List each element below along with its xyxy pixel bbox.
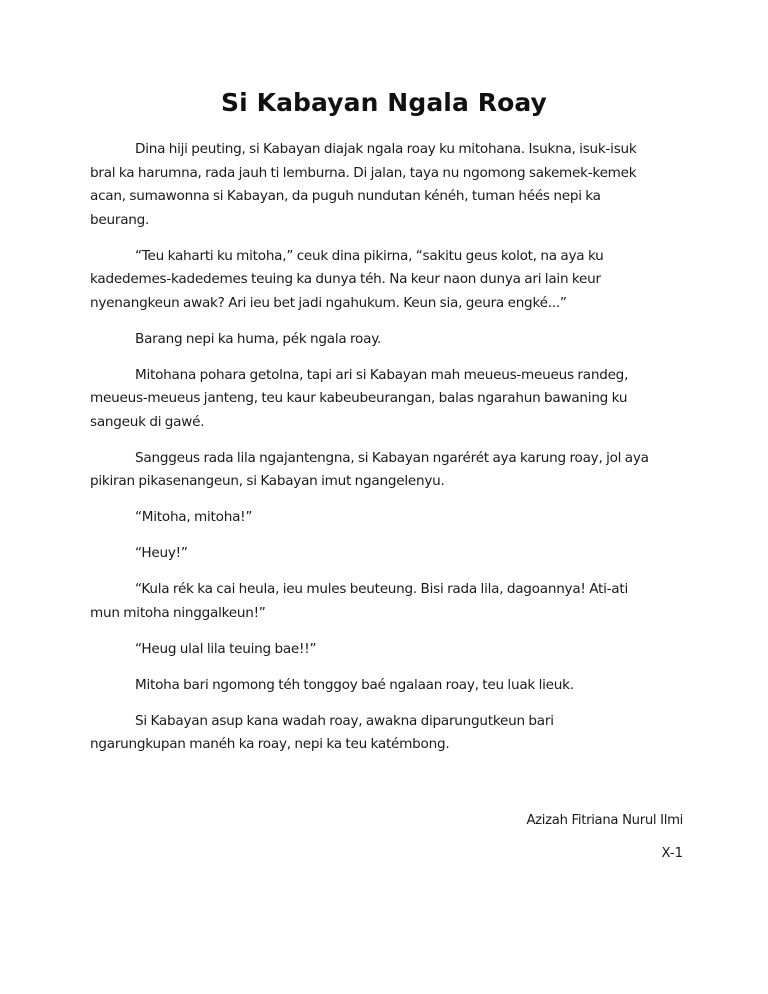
author-name: Azizah Fitriana Nurul Ilmi (526, 813, 683, 828)
class-label: X-1 (661, 846, 683, 861)
paragraph: “Teu kaharti ku mitoha,” ceuk dina pikirna, “sakitu geus kolot, na aya ku kadedemes-kadedemes teuing ka dunya téh. Na keur naon dunya ari lain keur nyenangkeun awak? Ari ieu bet jadi ngahukum. Keun sia, geura engké...” (90, 247, 604, 311)
paragraph: “Kula rék ka cai heula, ieu mules beuteung. Bisi rada lila, dagoannya! Ati-ati mun mitoha ninggalkeun!” (90, 581, 628, 621)
paragraph: Sanggeus rada lila ngajantengna, si Kabayan ngarérét aya karung roay, jol aya pikiran pikasenangeun, si Kabayan imut ngangelenyu. (90, 449, 649, 489)
document-title: Si Kabayan Ngala Roay (221, 88, 547, 117)
paragraph: Si Kabayan asup kana wadah roay, awakna diparungutkeun bari ngarungkupan manéh ka roay, nepi ka teu katémbong. (90, 712, 554, 752)
paragraph: Dina hiji peuting, si Kabayan diajak ngala roay ku mitohana. Isukna, isuk-isuk bral ka harumna, rada jauh ti lemburna. Di jalan, taya nu ngomong sakemek-kemek acan, sumawonna si Kabayan, da puguh nundutan kénéh, tuman héés nepi ka beurang. (90, 141, 637, 228)
paragraph: “Heug ulal lila teuing bae!!” (135, 640, 317, 657)
paragraph: Barang nepi ka huma, pék ngala roay. (135, 330, 382, 347)
paragraph: “Mitoha, mitoha!” (135, 509, 253, 525)
story-body (90, 138, 650, 769)
paragraph: Mitohana pohara getolna, tapi ari si Kabayan mah meueus-meueus randeg, meueus-meueus janteng, teu kaur kabeubeurangan, balas ngarahun bawaning ku sangeuk di gawé. (90, 366, 629, 430)
paragraph: “Heuy!” (135, 545, 188, 561)
paragraph: Mitoha bari ngomong téh tonggoy baé ngalaan roay, teu luak lieuk. (135, 676, 574, 693)
